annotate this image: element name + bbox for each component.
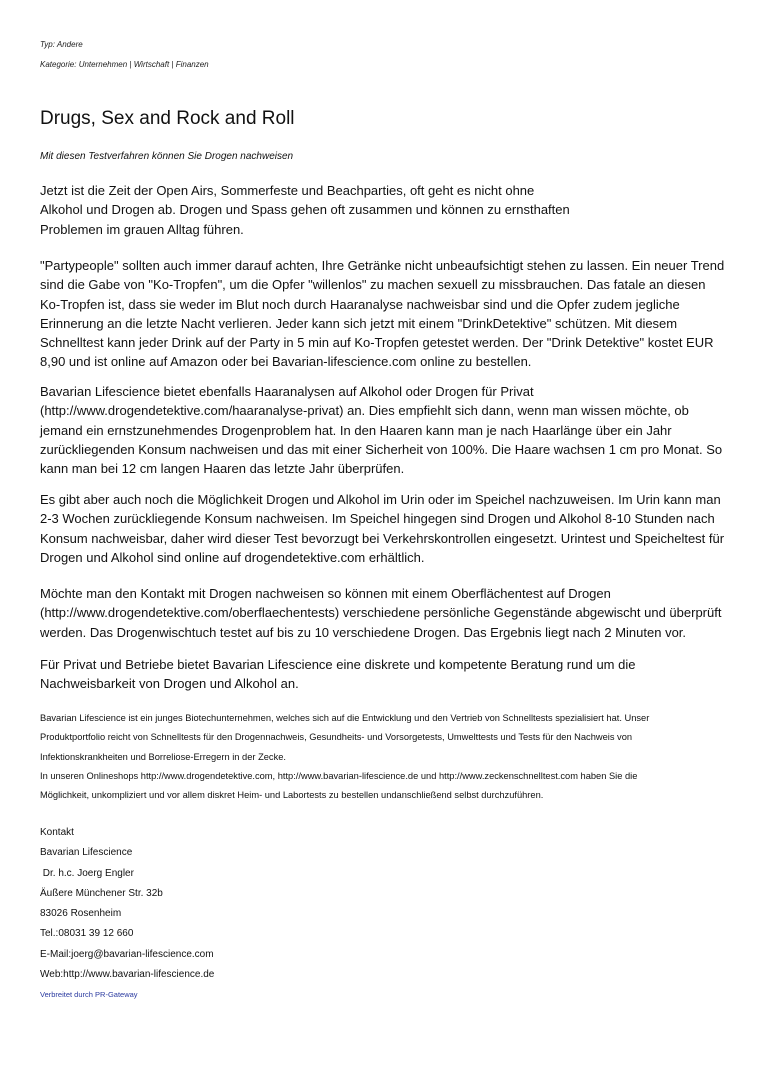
paragraph-line: Ko-Tropfen ist, dass sie weder im Blut noch durch Haaranalyse nachweisbar sind und die Opfer zudem jegliche	[40, 296, 680, 312]
paragraph-line: Möchte man den Kontakt mit Drogen nachweisen so können mit einem Oberflächentest auf Drogen	[40, 586, 611, 601]
paragraph-line: "Partypeople" sollten auch immer darauf achten, Ihre Getränke nicht unbeaufsichtigt stehen zu lassen. Ein neuer Trend	[40, 258, 725, 273]
article-title: Drugs, Sex and Rock and Roll	[40, 108, 295, 129]
paragraph-line: Alkohol und Drogen ab. Drogen und Spass gehen oft zusammen und können zu ernsthaften	[40, 202, 570, 218]
paragraph-line: Es gibt aber auch noch die Möglichkeit Drogen und Alkohol im Urin oder im Speichel nachzuweisen. Im Urin kann man	[40, 492, 721, 507]
paragraph-ko-tropfen	[40, 256, 724, 372]
paragraph-line: Bavarian Lifescience bietet ebenfalls Haaranalysen auf Alkohol oder Drogen für Privat	[40, 384, 534, 399]
paragraph-line: Schnelltest kann jeder Drink auf der Party in 5 min auf Ko-Tropfen getestet werden. Der "Drink Detektive" kostet EUR	[40, 335, 714, 351]
contact-block	[40, 823, 214, 985]
paragraph-line: Problemen im grauen Alltag führen.	[40, 221, 244, 237]
company-info	[40, 709, 649, 805]
category-line: Kategorie: Unternehmen | Wirtschaft | Finanzen	[40, 60, 209, 69]
contact-web: Web:http://www.bavarian-lifescience.de	[40, 969, 215, 981]
paragraph-line: Jetzt ist die Zeit der Open Airs, Sommerfeste und Beachparties, oft geht es nicht ohne	[40, 183, 535, 198]
paragraph-line: Nachweisbarkeit von Drogen und Alkohol an.	[40, 676, 299, 692]
contact-phone: Tel.:08031 39 12 660	[40, 928, 134, 940]
paragraph-line: werden. Das Drogenwischtuch testet auf bis zu 10 verschiedene Drogen. Das Ergebnis liegt nach 2 Minuten vor.	[40, 624, 687, 640]
contact-email: E-Mail:joerg@bavarian-lifescience.com	[40, 948, 214, 960]
paragraph-line: sind die Gabe von "Ko-Tropfen", um die Opfer "willenlos" zu machen sexuell zu missbrauchen. Das fatale an diesen	[40, 277, 706, 293]
contact-city: 83026 Rosenheim	[40, 908, 122, 920]
article-subtitle: Mit diesen Testverfahren können Sie Drogen nachweisen	[40, 151, 294, 162]
contact-heading: Kontakt	[40, 827, 74, 838]
paragraph-intro	[40, 181, 570, 239]
paragraph-urin-speichel	[40, 490, 724, 567]
paragraph-line: Für Privat und Betriebe bietet Bavarian Lifescience eine diskrete und kompetente Beratung rund um die	[40, 657, 636, 672]
paragraph-line: 8,90 und ist online auf Amazon oder bei Bavarian-lifescience.com online zu bestellen.	[40, 354, 532, 370]
paragraph-line: (http://www.drogendetektive.com/haaranalyse-privat) an. Dies empfiehlt sich dann, wenn man wissen möchte, ob	[40, 403, 689, 419]
paragraph-haaranalyse	[40, 382, 722, 478]
paragraph-line: kann man bei 12 cm langen Haaren das letzte Jahr überprüfen.	[40, 461, 405, 477]
company-info-line: In unseren Onlineshops http://www.drogendetektive.com, http://www.bavarian-lifescience.de und http://www.zeckenschnelltest.com haben Sie die	[40, 770, 638, 781]
type-line: Typ: Andere	[40, 40, 83, 49]
company-info-line: Möglichkeit, unkompliziert und vor allem diskret Heim- und Labortests zu bestellen undanschließend selbst durchzuführen.	[40, 790, 544, 801]
company-info-line: Produktportfolio reicht von Schnelltests für den Drogennachweis, Gesundheits- und Vorsorgetests, Umwelttests und Tests für den Nachweis von	[40, 732, 633, 743]
paragraph-line: Konsum nachweisbar, daher wird dieser Test bevorzugt bei Verkehrskontrollen eingesetzt. Urintest und Speicheltest für	[40, 530, 725, 546]
paragraph-line: (http://www.drogendetektive.com/oberflaechentests) verschiedene persönliche Gegenstände abgewischt und überprüft	[40, 605, 722, 621]
paragraph-line: 2-3 Wochen zurückliegende Konsum nachweisen. Im Speichel hingegen sind Drogen und Alkohol 8-10 Stunden nach	[40, 511, 715, 527]
pr-gateway-link[interactable]: Verbreitet durch PR-Gateway	[40, 990, 138, 999]
paragraph-line: zurückliegenden Konsum nachweisen und das mit einer Sicherheit von 100%. Die Haare wachsen 1 cm pro Monat. So	[40, 441, 723, 457]
contact-person: Dr. h.c. Joerg Engler	[40, 867, 134, 879]
company-info-line: Infektionskrankheiten und Borreliose-Erregern in der Zecke.	[40, 751, 286, 762]
paragraph-oberflaechentest	[40, 584, 721, 642]
company-info-line: Bavarian Lifescience ist ein junges Biotechunternehmen, welches sich auf die Entwicklung und den Vertrieb von Schnelltests spezialisiert hat. Unser	[40, 713, 650, 723]
contact-street: Äußere Münchener Str. 32b	[40, 887, 163, 899]
paragraph-line: jemand ein ernstzunehmendes Drogenproblem hat. In den Haaren kann man je nach Haarlänge über ein Jahr	[40, 422, 672, 438]
paragraph-line: Drogen und Alkohol sind online auf drogendetektive.com erhältlich.	[40, 549, 425, 565]
paragraph-beratung	[40, 655, 635, 694]
contact-company: Bavarian Lifescience	[40, 847, 133, 859]
paragraph-line: Erinnerung an die letzte Nacht verlieren. Jeder kann sich jetzt mit einem "DrinkDetektive" schützen. Mit diesem	[40, 315, 678, 331]
